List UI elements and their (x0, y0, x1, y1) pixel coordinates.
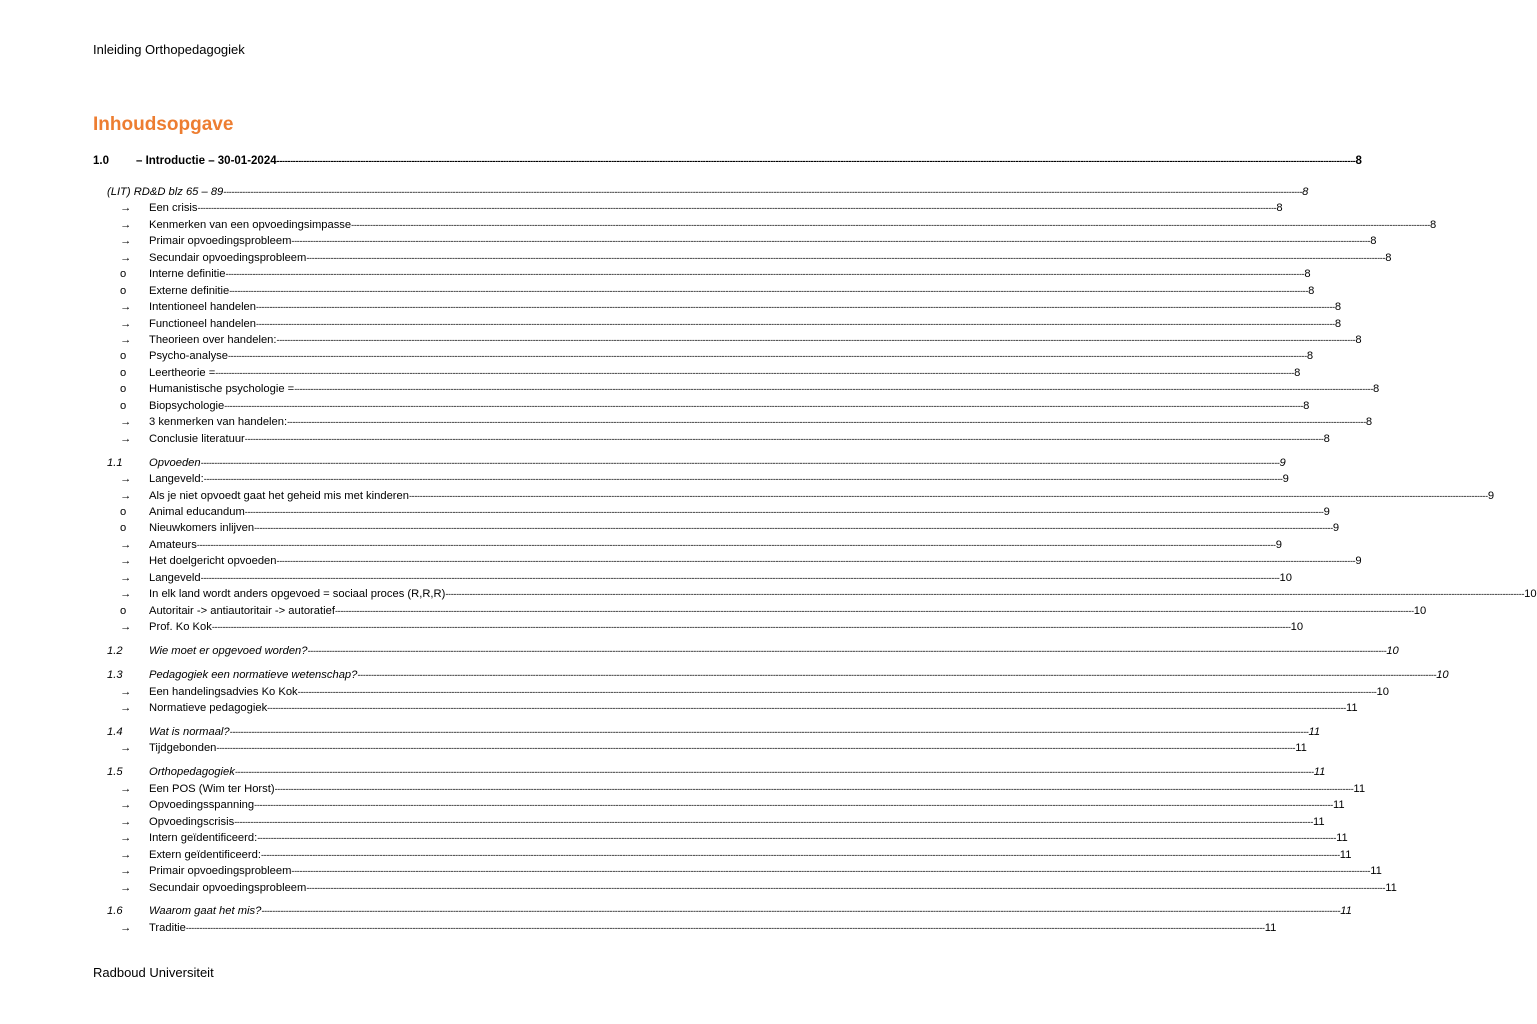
toc-page-number: 9 (1323, 506, 1330, 518)
toc-page-number: 8 (1429, 218, 1437, 231)
toc-item-marker: → (120, 742, 132, 755)
toc-leader: ---------------------------------------------------------------------------------------------------------------------------------------------------------------------------------------------------------------------------------------------------------------------------------------------------------------------------------------------------------------------------------------------------------------- (306, 882, 1386, 893)
toc-page-number: 11 (1353, 782, 1366, 795)
toc-page-number: 10 (1376, 685, 1389, 698)
toc-item[interactable] (93, 603, 1427, 619)
toc-leader: ---------------------------------------------------------------------------------------------------------------------------------------------------------------------------------------------------------------------------------------------------------------------------------------------------------------------------------------------------------------------------------------------------------------- (229, 285, 1309, 296)
toc-page-number: 8 (1323, 432, 1330, 445)
toc-page-number: 11 (1264, 921, 1277, 934)
toc-leader: ---------------------------------------------------------------------------------------------------------------------------------------------------------------------------------------------------------------------------------------------------------------------------------------------------------------------------------------------------------------------------------------------------------------- (307, 646, 1387, 657)
toc-chapter[interactable] (93, 153, 1362, 169)
toc-leader: ---------------------------------------------------------------------------------------------------------------------------------------------------------------------------------------------------------------------------------------------------------------------------------------------------------------------------------------------------------------------------------------------------------------- (224, 400, 1304, 411)
toc-item[interactable] (93, 847, 1352, 863)
toc-leader: ---------------------------------------------------------------------------------------------------------------------------------------------------------------------------------------------------------------------------------------------------------------------------------------------------------------------------------------------------------------------------------------------------------------- (276, 556, 1356, 567)
toc-leader: ---------------------------------------------------------------------------------------------------------------------------------------------------------------------------------------------------------------------------------------------------------------------------------------------------------------------------------------------------------------------------------------------------------------- (200, 572, 1280, 583)
toc-item-marker: o (120, 506, 127, 518)
toc-item[interactable] (93, 863, 1382, 879)
toc-leader: ---------------------------------------------------------------------------------------------------------------------------------------------------------------------------------------------------------------------------------------------------------------------------------------------------------------------------------------------------------------------------------------------------------------- (260, 849, 1340, 860)
toc-leader: ---------------------------------------------------------------------------------------------------------------------------------------------------------------------------------------------------------------------------------------------------------------------------------------------------------------------------------------------------------------------------------------------------------------- (244, 507, 1324, 517)
toc-leader: ---------------------------------------------------------------------------------------------------------------------------------------------------------------------------------------------------------------------------------------------------------------------------------------------------------------------------------------------------------------------------------------------------------------- (244, 433, 1324, 444)
toc-entry-text: Kenmerken van een opvoedingsimpasse (149, 218, 352, 231)
toc-item[interactable] (93, 233, 1377, 249)
toc-item[interactable] (93, 217, 1437, 233)
toc-item-marker: → (120, 621, 132, 634)
toc-page-number: 8 (1334, 301, 1342, 314)
toc-entry-text: In elk land wordt anders opgevoed = sociaal proces (R,R,R) (149, 588, 446, 601)
toc-page-number: 10 (1436, 669, 1449, 682)
toc-item[interactable] (93, 332, 1362, 348)
toc-item-marker: o (120, 522, 127, 535)
toc-leader: ---------------------------------------------------------------------------------------------------------------------------------------------------------------------------------------------------------------------------------------------------------------------------------------------------------------------------------------------------------------------------------------------------------------- (351, 219, 1430, 230)
toc-leader: ---------------------------------------------------------------------------------------------------------------------------------------------------------------------------------------------------------------------------------------------------------------------------------------------------------------------------------------------------------------------------------------------------------------- (215, 367, 1295, 378)
toc-section[interactable] (93, 764, 1326, 780)
toc-page-number: 8 (1276, 202, 1283, 215)
toc-page-number: 10 (1413, 604, 1427, 617)
toc-leader: ---------------------------------------------------------------------------------------------------------------------------------------------------------------------------------------------------------------------------------------------------------------------------------------------------------------------------------------------------------------------------------------------------------------- (261, 906, 1341, 917)
toc-entry-text: Theorieen over handelen: (149, 334, 277, 346)
toc-leader: ---------------------------------------------------------------------------------------------------------------------------------------------------------------------------------------------------------------------------------------------------------------------------------------------------------------------------------------------------------------------------------------------------------------- (223, 186, 1303, 197)
toc-entry-text: Wat is normaal? (149, 725, 230, 738)
toc-leader: ---------------------------------------------------------------------------------------------------------------------------------------------------------------------------------------------------------------------------------------------------------------------------------------------------------------------------------------------------------------------------------------------------------------- (287, 417, 1366, 428)
toc-section[interactable] (93, 724, 1321, 740)
toc-entry-text: Animal educandum (149, 506, 245, 518)
toc-page-number: 8 (1355, 334, 1362, 346)
toc-entry-text: Een handelingsadvies Ko Kok (149, 685, 298, 698)
toc-item-marker: → (120, 416, 132, 429)
toc-leader: ---------------------------------------------------------------------------------------------------------------------------------------------------------------------------------------------------------------------------------------------------------------------------------------------------------------------------------------------------------------------------------------------------------------- (229, 726, 1309, 737)
toc-leader: ---------------------------------------------------------------------------------------------------------------------------------------------------------------------------------------------------------------------------------------------------------------------------------------------------------------------------------------------------------------------------------------------------------------- (276, 335, 1356, 345)
toc-page-number: 10 (1386, 645, 1399, 658)
toc-page-number: 8 (1306, 350, 1314, 363)
toc-item[interactable] (93, 200, 1283, 216)
toc-item-marker: → (120, 301, 132, 314)
toc-leader: ---------------------------------------------------------------------------------------------------------------------------------------------------------------------------------------------------------------------------------------------------------------------------------------------------------------------------------------------------------------------------------------------------------------- (227, 351, 1307, 362)
toc-item-marker: → (120, 588, 132, 601)
toc-page-number: 8 (1355, 155, 1362, 167)
toc-item[interactable] (93, 537, 1282, 553)
toc-item-marker: → (120, 571, 132, 584)
toc-item[interactable] (93, 266, 1311, 282)
toc-item[interactable] (93, 520, 1340, 536)
toc-item[interactable] (93, 471, 1289, 487)
toc-entry-text: Biopsychologie (149, 399, 225, 412)
toc-entry-text: Langeveld: (149, 473, 204, 486)
toc-leader: ---------------------------------------------------------------------------------------------------------------------------------------------------------------------------------------------------------------------------------------------------------------------------------------------------------------------------------------------------------------------------------------------------------------- (234, 767, 1314, 778)
toc-page-number: 8 (1294, 366, 1301, 379)
page-footer: Radboud Universiteit (93, 965, 214, 980)
toc-page-number: 8 (1373, 383, 1380, 396)
toc-entry-text: Tijdgebonden (149, 742, 217, 755)
toc-number: 1.1 (107, 456, 123, 469)
toc-number: 1.0 (93, 155, 109, 167)
toc-leader: ---------------------------------------------------------------------------------------------------------------------------------------------------------------------------------------------------------------------------------------------------------------------------------------------------------------------------------------------------------------------------------------------------------------- (274, 783, 1354, 794)
toc-leader: ---------------------------------------------------------------------------------------------------------------------------------------------------------------------------------------------------------------------------------------------------------------------------------------------------------------------------------------------------------------------------------------------------------------- (276, 156, 1356, 166)
toc-page-number: 11 (1340, 905, 1352, 918)
toc-entry-text: Pedagogiek een normatieve wetenschap? (149, 669, 358, 682)
toc-page-number: 11 (1385, 881, 1397, 894)
toc-page-number: 11 (1295, 742, 1307, 755)
toc-entry-text: Extern geïdentificeerd: (149, 848, 261, 861)
toc-item[interactable] (93, 365, 1301, 381)
page-header: Inleiding Orthopedagogiek (93, 42, 245, 57)
toc-entry-text: Externe definitie (149, 284, 230, 297)
toc-entry-text: Opvoeden (149, 456, 201, 469)
toc-leader: ---------------------------------------------------------------------------------------------------------------------------------------------------------------------------------------------------------------------------------------------------------------------------------------------------------------------------------------------------------------------------------------------------------------- (216, 743, 1296, 754)
toc-page-number: 8 (1308, 284, 1315, 297)
toc-leader: ---------------------------------------------------------------------------------------------------------------------------------------------------------------------------------------------------------------------------------------------------------------------------------------------------------------------------------------------------------------------------------------------------------------- (254, 523, 1333, 534)
toc-item-marker: o (120, 284, 127, 297)
toc-page-number: 10 (1290, 621, 1304, 634)
toc-item-marker: → (120, 235, 132, 248)
toc-item[interactable] (93, 553, 1362, 569)
toc-number: 1.5 (107, 766, 123, 779)
toc-page-number: 10 (1279, 571, 1292, 584)
toc-leader: ---------------------------------------------------------------------------------------------------------------------------------------------------------------------------------------------------------------------------------------------------------------------------------------------------------------------------------------------------------------------------------------------------------------- (200, 457, 1280, 468)
toc-entry-text: Orthopedagogiek (149, 766, 235, 779)
toc-page-number: 9 (1282, 473, 1289, 486)
toc-leader: ---------------------------------------------------------------------------------------------------------------------------------------------------------------------------------------------------------------------------------------------------------------------------------------------------------------------------------------------------------------------------------------------------------------- (185, 922, 1265, 933)
toc-item[interactable] (93, 781, 1366, 797)
toc-title: Inhoudsopgave (93, 114, 234, 135)
toc-item[interactable] (93, 700, 1358, 716)
toc-item-marker: o (120, 383, 127, 396)
toc-entry-text: Primair opvoedingsprobleem (149, 865, 292, 877)
toc-item-marker: → (120, 432, 132, 445)
toc-item-marker: → (120, 489, 132, 502)
toc-item-marker: → (120, 218, 132, 231)
toc-item-marker: → (120, 251, 132, 264)
toc-item[interactable] (93, 504, 1330, 520)
toc-item[interactable] (93, 880, 1397, 896)
toc-page-number: 11 (1370, 865, 1382, 877)
toc-entry-text: Functioneel handelen (149, 317, 256, 330)
toc-item-marker: → (120, 832, 132, 845)
toc-leader: ---------------------------------------------------------------------------------------------------------------------------------------------------------------------------------------------------------------------------------------------------------------------------------------------------------------------------------------------------------------------------------------------------------------- (257, 833, 1337, 844)
toc-page-number: 9 (1487, 489, 1495, 502)
toc-leader: ---------------------------------------------------------------------------------------------------------------------------------------------------------------------------------------------------------------------------------------------------------------------------------------------------------------------------------------------------------------------------------------------------------------- (225, 269, 1305, 280)
toc-item[interactable] (93, 586, 1537, 602)
toc-entry-text: Het doelgericht opvoeden (149, 555, 277, 568)
toc-item-marker: → (120, 865, 132, 877)
toc-page-number: 11 (1336, 832, 1348, 845)
toc-leader: ---------------------------------------------------------------------------------------------------------------------------------------------------------------------------------------------------------------------------------------------------------------------------------------------------------------------------------------------------------------------------------------------------------------- (291, 866, 1371, 876)
toc-item[interactable] (93, 348, 1314, 364)
toc-entry-text: – Introductie – 30-01-2024 (136, 155, 277, 167)
toc-leader: ---------------------------------------------------------------------------------------------------------------------------------------------------------------------------------------------------------------------------------------------------------------------------------------------------------------------------------------------------------------------------------------------------------------- (297, 686, 1377, 697)
toc-section[interactable] (93, 667, 1449, 683)
toc-entry-text: Nieuwkomers inlijven (149, 522, 255, 535)
toc-entry-text: Psycho-analyse (149, 350, 228, 363)
toc-entry-text: Langeveld (149, 571, 201, 584)
toc-item[interactable] (93, 431, 1330, 447)
toc-entry-text: Leertheorie = (149, 366, 216, 379)
toc-item[interactable] (93, 283, 1315, 299)
toc-section[interactable] (93, 184, 1309, 200)
toc-leader: ---------------------------------------------------------------------------------------------------------------------------------------------------------------------------------------------------------------------------------------------------------------------------------------------------------------------------------------------------------------------------------------------------------------- (196, 539, 1276, 550)
toc-item-marker: → (120, 921, 132, 934)
toc-item[interactable] (93, 814, 1325, 830)
toc-entry-text: Interne definitie (149, 268, 226, 281)
toc-page-number: 8 (1302, 185, 1309, 198)
toc-item-marker: o (120, 366, 127, 379)
toc-entry-text: Opvoedingscrisis (149, 815, 235, 828)
toc-item[interactable] (93, 830, 1348, 846)
toc-leader: ---------------------------------------------------------------------------------------------------------------------------------------------------------------------------------------------------------------------------------------------------------------------------------------------------------------------------------------------------------------------------------------------------------------- (408, 490, 1488, 501)
toc-entry-text: Waarom gaat het mis? (149, 905, 262, 918)
toc-item-marker: → (120, 702, 132, 714)
toc-page-number: 10 (1524, 588, 1537, 601)
toc-leader: ---------------------------------------------------------------------------------------------------------------------------------------------------------------------------------------------------------------------------------------------------------------------------------------------------------------------------------------------------------------------------------------------------------------- (203, 474, 1283, 485)
toc-entry-text: Amateurs (149, 538, 197, 551)
toc-page-number: 9 (1275, 538, 1282, 551)
toc-entry-text: Humanistische psychologie = (149, 383, 295, 396)
toc-entry-text: Prof. Ko Kok (149, 621, 212, 634)
toc-entry-text: Als je niet opvoedt gaat het geheid mis met kinderen (149, 489, 409, 502)
toc-item-marker: → (120, 848, 132, 861)
toc-item[interactable] (93, 299, 1342, 315)
toc-number: 1.2 (107, 645, 123, 658)
toc-entry-text: Een POS (Wim ter Horst) (149, 782, 275, 795)
toc-entry-text: Opvoedingsspanning (149, 799, 255, 812)
toc-entry-text: Normatieve pedagogiek (149, 702, 268, 714)
toc-leader: ---------------------------------------------------------------------------------------------------------------------------------------------------------------------------------------------------------------------------------------------------------------------------------------------------------------------------------------------------------------------------------------------------------------- (294, 384, 1374, 395)
toc-item-marker: o (120, 268, 127, 281)
toc-page-number: 11 (1332, 799, 1345, 812)
toc-leader: ---------------------------------------------------------------------------------------------------------------------------------------------------------------------------------------------------------------------------------------------------------------------------------------------------------------------------------------------------------------------------------------------------------------- (256, 302, 1335, 313)
toc-item[interactable] (93, 797, 1345, 813)
toc-page-number: 8 (1334, 317, 1342, 330)
toc-item[interactable] (93, 488, 1495, 504)
toc-entry-text: 3 kenmerken van handelen: (149, 416, 288, 429)
toc-leader: ---------------------------------------------------------------------------------------------------------------------------------------------------------------------------------------------------------------------------------------------------------------------------------------------------------------------------------------------------------------------------------------------------------------- (211, 622, 1291, 633)
toc-item[interactable] (93, 920, 1277, 936)
toc-entry-text: Secundair opvoedingsprobleem (149, 881, 307, 894)
toc-leader: ---------------------------------------------------------------------------------------------------------------------------------------------------------------------------------------------------------------------------------------------------------------------------------------------------------------------------------------------------------------------------------------------------------------- (291, 236, 1371, 247)
toc-entry-text: Intern geïdentificeerd: (149, 832, 258, 845)
toc-number: 1.6 (107, 905, 123, 918)
toc-item-marker: o (120, 399, 127, 412)
toc-page-number: 11 (1313, 766, 1326, 779)
toc-page-number: 9 (1279, 456, 1286, 469)
toc-section[interactable] (93, 903, 1352, 919)
toc-leader: ---------------------------------------------------------------------------------------------------------------------------------------------------------------------------------------------------------------------------------------------------------------------------------------------------------------------------------------------------------------------------------------------------------------- (306, 252, 1386, 263)
toc-item-marker: → (120, 799, 132, 812)
toc-entry-text: Wie moet er opgevoed worden? (149, 645, 308, 658)
toc-leader: ---------------------------------------------------------------------------------------------------------------------------------------------------------------------------------------------------------------------------------------------------------------------------------------------------------------------------------------------------------------------------------------------------------------- (197, 203, 1277, 214)
toc-leader: ---------------------------------------------------------------------------------------------------------------------------------------------------------------------------------------------------------------------------------------------------------------------------------------------------------------------------------------------------------------------------------------------------------------- (254, 800, 1333, 811)
toc-item[interactable] (93, 740, 1307, 756)
toc-number: 1.3 (107, 669, 123, 682)
toc-item[interactable] (93, 381, 1380, 397)
toc-leader: ---------------------------------------------------------------------------------------------------------------------------------------------------------------------------------------------------------------------------------------------------------------------------------------------------------------------------------------------------------------------------------------------------------------- (334, 605, 1414, 616)
toc-entry-text: (LIT) RD&D blz 65 – 89 (107, 185, 224, 198)
toc-item-marker: → (120, 685, 132, 698)
toc-entry-text: Primair opvoedingsprobleem (149, 235, 292, 248)
toc-item[interactable] (93, 398, 1310, 414)
toc-item[interactable] (93, 570, 1292, 586)
toc-number: 1.4 (107, 725, 123, 738)
toc-leader: ---------------------------------------------------------------------------------------------------------------------------------------------------------------------------------------------------------------------------------------------------------------------------------------------------------------------------------------------------------------------------------------------------------------- (357, 670, 1437, 681)
toc-leader: ---------------------------------------------------------------------------------------------------------------------------------------------------------------------------------------------------------------------------------------------------------------------------------------------------------------------------------------------------------------------------------------------------------------- (256, 318, 1335, 329)
toc-entry-text: Een crisis (149, 202, 198, 215)
toc-entry-text: Conclusie literatuur (149, 432, 245, 445)
toc-entry-text: Intentioneel handelen (149, 301, 256, 314)
toc-entry-text: Autoritair -> antiautoritair -> autoratief (149, 604, 335, 617)
toc-item-marker: → (120, 555, 132, 568)
toc-item-marker: → (120, 881, 132, 894)
toc-page-number: 8 (1385, 251, 1392, 264)
toc-page-number: 11 (1346, 702, 1358, 714)
toc-item-marker: → (120, 782, 132, 795)
toc-page-number: 8 (1370, 235, 1377, 248)
toc-page-number: 11 (1308, 725, 1321, 738)
toc-item-marker: → (120, 202, 132, 215)
toc-item-marker: → (120, 334, 132, 346)
toc-page-number: 9 (1355, 555, 1362, 568)
toc-item[interactable] (93, 316, 1342, 332)
toc-section[interactable] (93, 643, 1399, 659)
toc-item-marker: → (120, 317, 132, 330)
toc-item[interactable] (93, 414, 1373, 430)
toc-entry-text: Secundair opvoedingsprobleem (149, 251, 307, 264)
toc-page-number: 11 (1339, 848, 1352, 861)
toc-leader: ---------------------------------------------------------------------------------------------------------------------------------------------------------------------------------------------------------------------------------------------------------------------------------------------------------------------------------------------------------------------------------------------------------------- (445, 589, 1525, 600)
toc-item[interactable] (93, 619, 1304, 635)
toc-leader: ---------------------------------------------------------------------------------------------------------------------------------------------------------------------------------------------------------------------------------------------------------------------------------------------------------------------------------------------------------------------------------------------------------------- (267, 703, 1347, 713)
toc-entry-text: Traditie (149, 921, 186, 934)
toc-leader: ---------------------------------------------------------------------------------------------------------------------------------------------------------------------------------------------------------------------------------------------------------------------------------------------------------------------------------------------------------------------------------------------------------------- (234, 816, 1314, 827)
toc-item[interactable] (93, 250, 1392, 266)
toc-item-marker: → (120, 473, 132, 486)
toc-page-number: 8 (1365, 416, 1373, 429)
toc-section[interactable] (93, 455, 1286, 471)
toc-item[interactable] (93, 684, 1389, 700)
toc-item-marker: o (120, 604, 127, 617)
toc-item-marker: → (120, 538, 132, 551)
toc-item-marker: → (120, 815, 132, 828)
toc-page-number: 8 (1304, 268, 1311, 281)
toc-item-marker: o (120, 350, 127, 363)
toc-page-number: 11 (1313, 815, 1325, 828)
toc-page-number: 8 (1303, 399, 1310, 412)
toc-page-number: 9 (1332, 522, 1340, 535)
